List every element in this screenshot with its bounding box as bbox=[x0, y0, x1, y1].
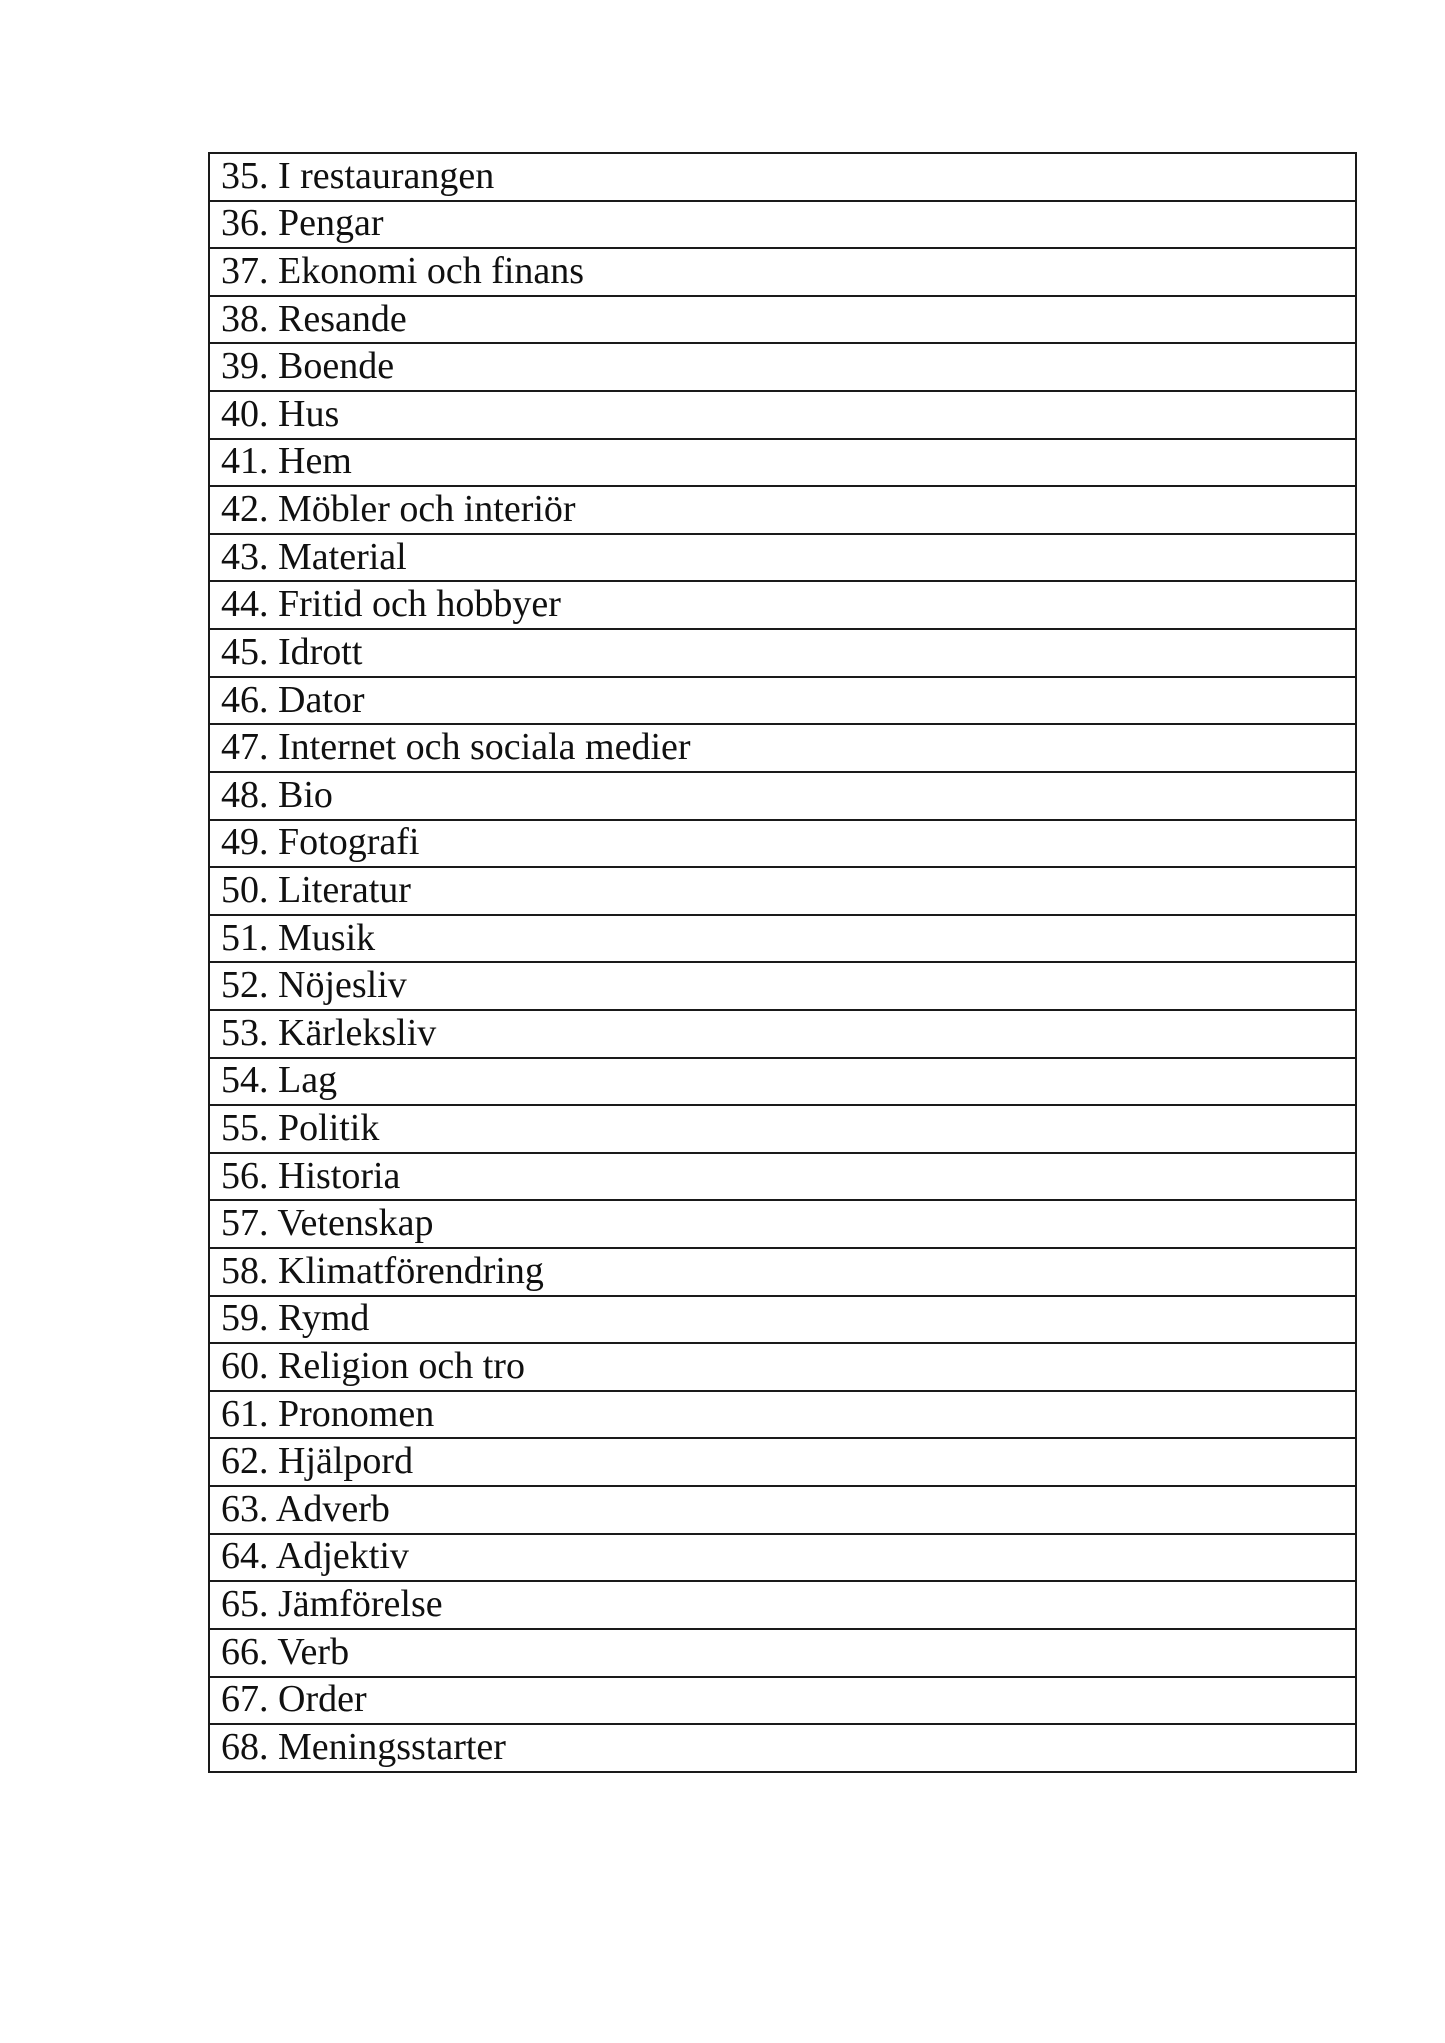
toc-row bbox=[209, 248, 1356, 296]
toc-entry: 37. Ekonomi och finans bbox=[209, 248, 1356, 296]
toc-row bbox=[209, 1200, 1356, 1248]
toc-entry: 58. Klimatförendring bbox=[209, 1248, 1356, 1296]
toc-row bbox=[209, 343, 1356, 391]
toc-entry: 57. Vetenskap bbox=[209, 1200, 1356, 1248]
toc-entry: 64. Adjektiv bbox=[209, 1534, 1356, 1582]
toc-entry: 61. Pronomen bbox=[209, 1391, 1356, 1439]
toc-entry: 68. Meningsstarter bbox=[209, 1724, 1356, 1772]
toc-entry: 65. Jämförelse bbox=[209, 1581, 1356, 1629]
toc-entry: 46. Dator bbox=[209, 677, 1356, 725]
toc-entry: 47. Internet och sociala medier bbox=[209, 724, 1356, 772]
toc-row bbox=[209, 1438, 1356, 1486]
toc-entry: 40. Hus bbox=[209, 391, 1356, 439]
toc-entry: 54. Lag bbox=[209, 1058, 1356, 1106]
toc-entry: 38. Resande bbox=[209, 296, 1356, 344]
toc-row bbox=[209, 391, 1356, 439]
toc-row bbox=[209, 486, 1356, 534]
toc-entry: 55. Politik bbox=[209, 1105, 1356, 1153]
toc-entry: 49. Fotografi bbox=[209, 820, 1356, 868]
toc-entry: 48. Bio bbox=[209, 772, 1356, 820]
toc-entry: 67. Order bbox=[209, 1677, 1356, 1725]
toc-row bbox=[209, 581, 1356, 629]
toc-row bbox=[209, 1724, 1356, 1772]
toc-table-body bbox=[209, 153, 1356, 1772]
toc-entry: 50. Literatur bbox=[209, 867, 1356, 915]
toc-entry: 41. Hem bbox=[209, 439, 1356, 487]
toc-row bbox=[209, 1629, 1356, 1677]
toc-entry: 63. Adverb bbox=[209, 1486, 1356, 1534]
toc-row bbox=[209, 867, 1356, 915]
toc-entry: 51. Musik bbox=[209, 915, 1356, 963]
toc-row bbox=[209, 962, 1356, 1010]
toc-row bbox=[209, 629, 1356, 677]
toc-row bbox=[209, 439, 1356, 487]
toc-entry: 53. Kärleksliv bbox=[209, 1010, 1356, 1058]
toc-row bbox=[209, 1153, 1356, 1201]
toc-row bbox=[209, 1058, 1356, 1106]
toc-entry: 39. Boende bbox=[209, 343, 1356, 391]
toc-row bbox=[209, 201, 1356, 249]
toc-row bbox=[209, 1486, 1356, 1534]
toc-entry: 44. Fritid och hobbyer bbox=[209, 581, 1356, 629]
toc-row bbox=[209, 1534, 1356, 1582]
toc-row bbox=[209, 1105, 1356, 1153]
toc-row bbox=[209, 820, 1356, 868]
toc-entry: 56. Historia bbox=[209, 1153, 1356, 1201]
toc-row bbox=[209, 1010, 1356, 1058]
toc-entry: 66. Verb bbox=[209, 1629, 1356, 1677]
toc-row bbox=[209, 1343, 1356, 1391]
toc-row bbox=[209, 153, 1356, 201]
toc-row bbox=[209, 915, 1356, 963]
toc-entry: 59. Rymd bbox=[209, 1296, 1356, 1344]
toc-entry: 36. Pengar bbox=[209, 201, 1356, 249]
toc-row bbox=[209, 1248, 1356, 1296]
toc-row bbox=[209, 677, 1356, 725]
toc-row bbox=[209, 534, 1356, 582]
toc-entry: 43. Material bbox=[209, 534, 1356, 582]
toc-row bbox=[209, 724, 1356, 772]
toc-entry: 42. Möbler och interiör bbox=[209, 486, 1356, 534]
toc-entry: 62. Hjälpord bbox=[209, 1438, 1356, 1486]
toc-entry: 45. Idrott bbox=[209, 629, 1356, 677]
toc-row bbox=[209, 772, 1356, 820]
toc-table bbox=[208, 152, 1357, 1773]
toc-row bbox=[209, 1581, 1356, 1629]
toc-row bbox=[209, 1391, 1356, 1439]
toc-entry: 60. Religion och tro bbox=[209, 1343, 1356, 1391]
toc-row bbox=[209, 1677, 1356, 1725]
toc-row bbox=[209, 296, 1356, 344]
toc-entry: 35. I restaurangen bbox=[209, 153, 1356, 201]
toc-row bbox=[209, 1296, 1356, 1344]
toc-entry: 52. Nöjesliv bbox=[209, 962, 1356, 1010]
